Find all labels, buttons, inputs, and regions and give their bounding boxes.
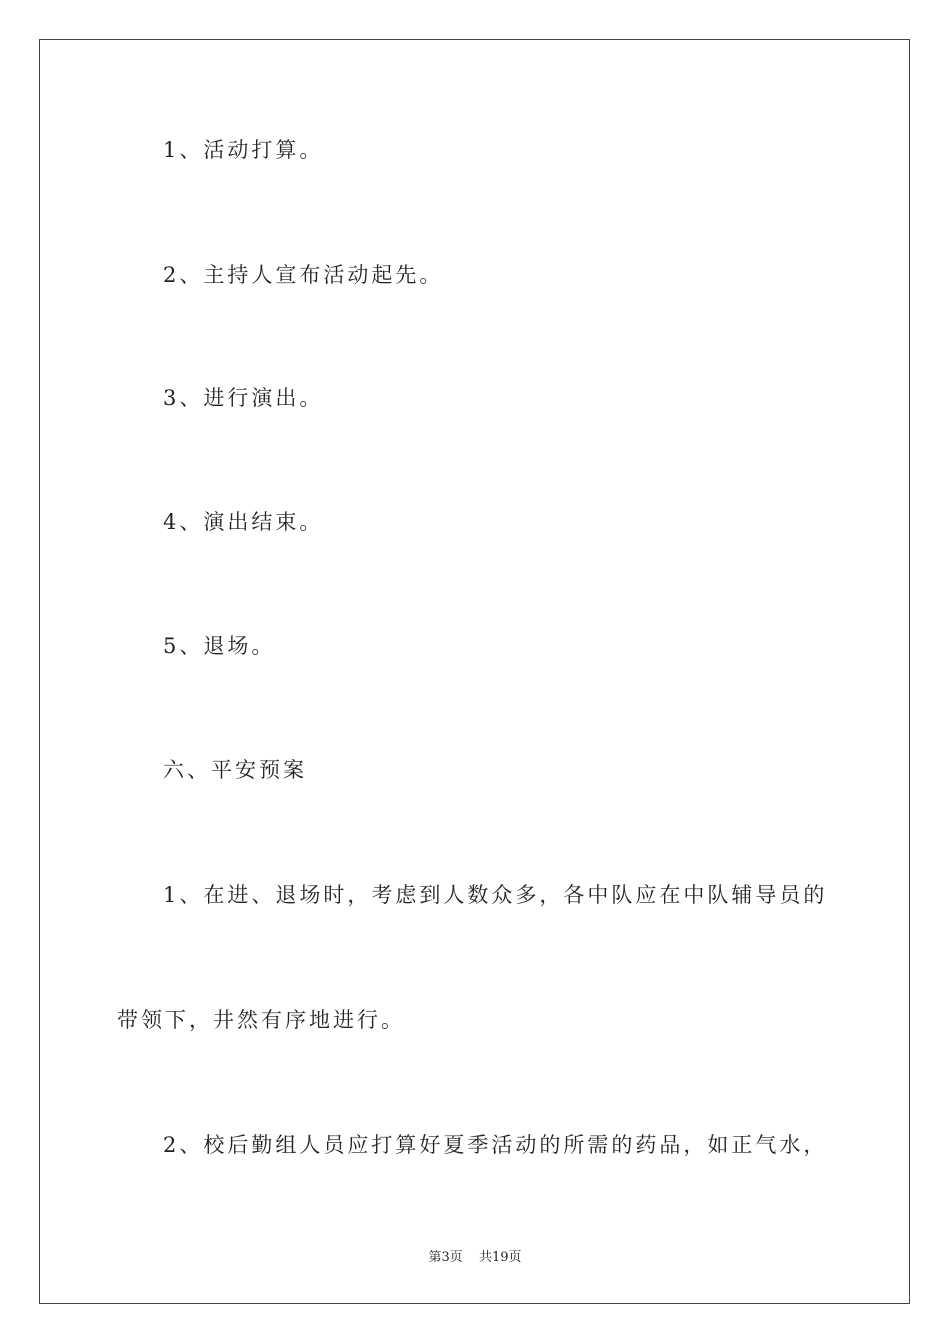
section-heading: 六、平安预案 — [163, 758, 307, 782]
paragraph-line: 2、校后勤组人员应打算好夏季活动的所需的药品，如正气水， — [163, 1133, 828, 1157]
list-item-1: 1、活动打算。 — [163, 138, 324, 162]
page-border — [39, 39, 910, 1304]
paragraph-line: 1、在进、退场时，考虑到人数众多，各中队应在中队辅导员的 — [163, 883, 828, 907]
paragraph-line: 带领下，井然有序地进行。 — [117, 1008, 405, 1032]
list-item-5: 5、退场。 — [163, 634, 276, 658]
page-footer — [0, 1246, 950, 1265]
page-number: 第3页 — [428, 1250, 463, 1265]
list-item-3: 3、进行演出。 — [163, 386, 324, 410]
list-item-2: 2、主持人宣布活动起先。 — [163, 263, 444, 287]
page-total: 共19页 — [478, 1250, 522, 1265]
list-item-4: 4、演出结束。 — [163, 510, 324, 534]
